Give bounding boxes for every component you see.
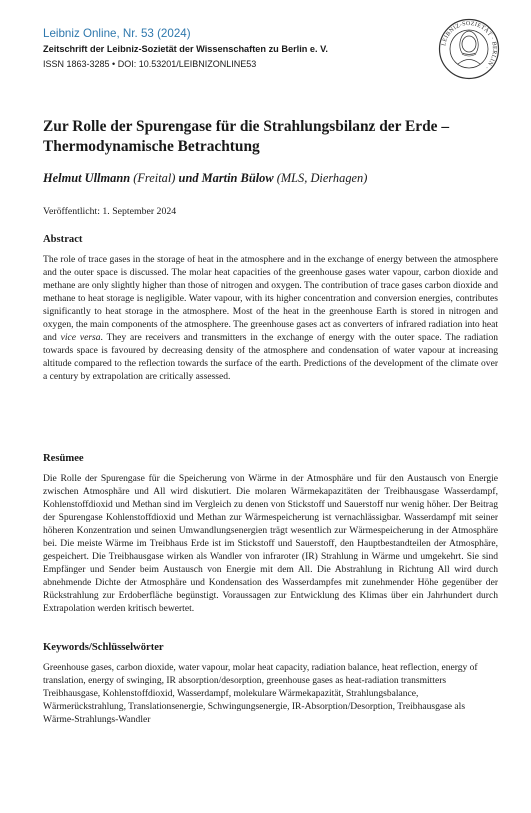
- publication-date: Veröffentlicht: 1. September 2024: [43, 206, 177, 217]
- abstract-italic-phrase: vice versa: [60, 332, 101, 344]
- leibniz-sozietaet-seal-logo: [438, 18, 500, 80]
- abstract-text-part: . They are receivers and transmitters in the exchange of energy with the outer space. The radiation towards space is favoured by decreasing density of the atmosphere and condensation of water vapour at increasing altitude compared to the reflection towards the surface of the earth. Predictions of the development of the climate over a century by extrapolation are critically assessed.: [43, 332, 499, 383]
- abstract-section: [43, 233, 498, 383]
- author-conjunction: und: [178, 171, 199, 185]
- resumee-heading: Resümee: [43, 453, 84, 464]
- author-affiliation: (Freital): [133, 171, 176, 185]
- keywords-german: Treibhausgase, Kohlenstoffdioxid, Wasserdampf, molekulare Wärmekapazität, Strahlungsbalance, Wärmerückstrahlung, Translationsenergie, Schwingungsenergie, IR-Absorption/Desorption, Treibhausgase als Wärme-Strahlungs-Wandler: [43, 688, 466, 726]
- keywords-english: Greenhouse gases, carbon dioxide, water vapour, molar heat capacity, radiation balance, heat reflection, energy of translation, energy of swinging, IR absorption/desorption, greenhouse gases as heat-radiation transmitters: [43, 662, 478, 687]
- issn-doi: ISSN 1863-3285 • DOI: 10.53201/LEIBNIZONLINE53: [43, 59, 257, 69]
- keywords-section: [43, 641, 498, 726]
- author-name: Martin Bülow: [201, 171, 274, 185]
- abstract-text-part: The role of trace gases in the storage of heat in the atmosphere and in the exchange of energy between the atmosphere and the outer space is discussed. The molar heat capacities of the greenhouse gases water vapour, carbon dioxide and methane are only slightly higher than those of nitrogen and oxygen. The contribution of trace gases carbon dioxide and methane to heat storage is negligible. Water vapour, with its higher concentration and conversion energies, contributes significantly to heat storage in the atmosphere. Most of the heat in the greenhouse Earth is stored in nitrogen and oxygen, the main components of the atmosphere. The greenhouse gases act as converters of infrared radiation into heat and: [43, 254, 498, 344]
- author-affiliation: (MLS, Dierhagen): [276, 171, 368, 185]
- journal-subtitle: Zeitschrift der Leibniz-Sozietät der Wissenschaften zu Berlin e. V.: [43, 44, 328, 54]
- article-title: Zur Rolle der Spurengase für die Strahlungsbilanz der Erde – Thermodynamische Betrachtung: [43, 118, 450, 155]
- keywords-heading: Keywords/Schlüsselwörter: [43, 642, 164, 653]
- authors-line: [43, 170, 498, 186]
- abstract-heading: Abstract: [43, 234, 83, 245]
- resumee-section: [43, 452, 498, 616]
- abstract-text: [43, 253, 498, 383]
- journal-header: [43, 26, 438, 70]
- resumee-text: Die Rolle der Spurengase für die Speicherung von Wärme in der Atmosphäre und für den Austausch von Energie zwischen Atmosphäre und All wird diskutiert. Die molaren Wärmekapazitäten der Treibhausgase Wasserdampf, Kohlenstoffdioxid und Methan sind im Vergleich zu denen von Stickstoff und Sauerstoff nur wenig höher. Der Beitrag der Spurengase Kohlenstoffdioxid und Methan zur Wärmespeicherung ist vernachlässigbar. Wasserdampf mit seiner höheren Konzentration und seinen Umwandlungsenergien trägt wesentlich zur Wärmespeicherung in der Atmosphäre bei. Die meiste Wärme im Treibhaus Erde ist im Stickstoff und Sauerstoff, den Hauptbestandteilen der Atmosphäre, gespeichert. Die Treibhausgase wirken als Wandler von infraroter (IR) Strahlung in Wärme und umgekehrt. Sie sind Empfänger und Sender beim Austausch von Energie mit dem All. Die Abstrahlung in Richtung All wird durch abnehmende Dichte der Atmosphäre und Kondensation des Wasserdampfes mit zunehmender Höhe gegenüber der Rückstrahlung zur Erdoberfläche begünstigt. Voraussagen zur Entwicklung des Klimas über ein Jahrhundert durch Extrapolation werden kritisch bewertet.: [43, 473, 498, 615]
- author-name: Helmut Ullmann: [43, 171, 131, 185]
- svg-text:LEIBNIZ-SOZIETÄT · BERLIN ·: LEIBNIZ-SOZIETÄT · BERLIN ·: [441, 20, 498, 71]
- journal-name: Leibniz Online, Nr. 53 (2024): [43, 27, 191, 40]
